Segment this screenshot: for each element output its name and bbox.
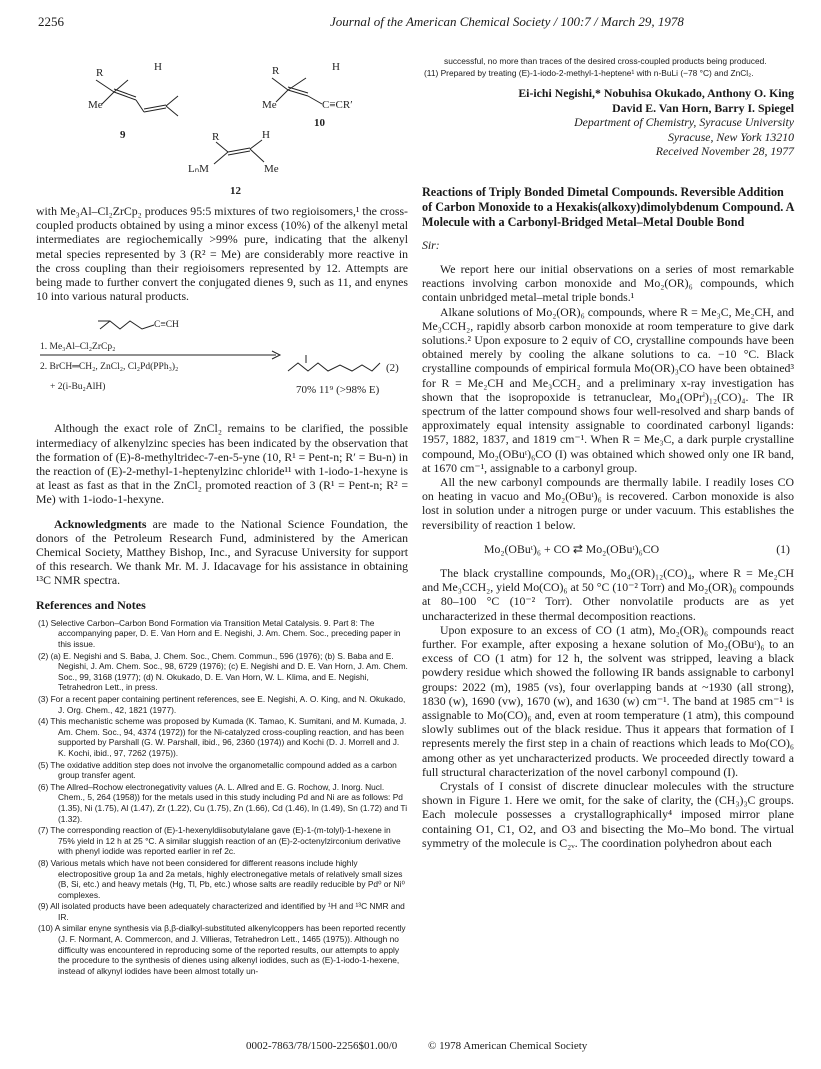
s12-lnm: LₙM — [188, 163, 209, 175]
scheme-eqnum: (2) — [386, 362, 399, 375]
acknowledgments — [36, 517, 408, 588]
reaction-scheme — [36, 309, 408, 421]
s10-r1: R — [272, 65, 280, 77]
right-para-6: Crystals of I consist of discrete dinuclear molecules with the structure shown in Figure 1. Here we omit, for the sake of clarity, the (CH₃)₃C groups. Each molecule possesses a crystallographically⁴ imposed mirror plane containing O1, C1, O2, and O3 and bisecting the Mo–Mo bond. The virtual symmetry of the molecule is C₂ᵥ. The coordination polyhedron about each — [422, 779, 794, 850]
footer-code: 0002-7863/78/1500-2256$01.00/0 — [246, 1040, 398, 1052]
s12-label: 12 — [230, 185, 241, 197]
right-para-3: All the new carbonyl compounds are thermally labile. I readily loses CO on heating in vacuo and Mo₂(OBuᵗ)₆ is recovered. Carbon monoxide is also lost in solution under a nitrogen purge or under vacuum. This establishes the reversibility of reaction 1 below. — [422, 474, 794, 532]
s12-r2: R — [212, 131, 220, 143]
s9-h: H — [154, 61, 162, 73]
ref-1: (1) Selective Carbon–Carbon Bond Formation via Transition Metal Catalysis. 9. Part 8: The accompanying paper, D. E. Van Horn and E. Negishi, J. Am. Chem. Soc., preceding paper in this issue. — [38, 617, 401, 650]
structures-figure — [36, 56, 408, 200]
ref-5: (5) The oxidative addition step does not involve the organometallic compound added as a carbon group transfer agent. — [38, 759, 397, 781]
received-date: Received November 28, 1977 — [655, 144, 794, 159]
references-list — [36, 618, 408, 977]
ref-4: (4) This mechanistic scheme was proposed by Kumada (K. Tamao, K. Sumitani, and M. Kumada, J. Am. Chem. Soc., 94, 4374 (1972)) for the Ni-catalyzed cross-coupling reaction, and has been supported by Parshall (G. W. Parshall, ibid., 96, 2360 (1974)) and Kochi (D. J. Morrell and J. K. Kochi, ibid., 97, 7262 (1975)). — [38, 716, 407, 758]
ref-3: (3) For a recent paper containing pertinent references, see E. Negishi, A. O. King, and N. Okukado, J. Org. Chem., 42, 1821 (1977). — [38, 694, 406, 715]
scheme-step1: 1. Me₃Al–Cl₂ZrCp₂ — [40, 342, 116, 353]
right-para-1: We report here our initial observations on a series of most remarkable reactions involving carbon monoxide and Mo₂(OR)₆ compounds, which contain unbridged metal–metal triple bonds.¹ — [422, 261, 794, 305]
ack-text: are made to the National Science Foundation, the donors of the Petroleum Research Fund, administered by the American Chemical Society, Matthey Bishop, Inc., and Syracuse University for support of this research. We thank Mr. M. J. Idacavage for his assistance in obtaining ¹³C NMR spectra. — [36, 516, 408, 588]
ref-10: (10) A similar enyne synthesis via β,β-dialkyl-substituted alkenylcoppers has been reported recently (J. F. Normant, A. Commercon, and J. Villieras, Tetrahedron Lett., 1465 (1975)). Although no difficulty was encountered in reproducing some of the reported results, our attempts to apply the procedure to the synthesis of dienes using alkenyl iodides, such as (E)-1-iodo-1-hexene, instead of alkynyl iodides have been almost totally un- — [38, 923, 406, 976]
ref-7: (7) The corresponding reaction of (E)-1-hexenyldiisobutylalane gave (E)-1-(m-tolyl)-1-hexene in 75% yield in 12 h at 25 °C. A similar sluggish reaction of an (E)-2-octenylzirconium derivative with phenyl iodide was reported earlier in ref 2c. — [38, 825, 401, 857]
equation-1-number: (1) — [776, 541, 790, 556]
right-para-5: Upon exposure to an excess of CO (1 atm), Mo₂(OR)₆ compounds react further. For example, after exposing a hexane solution of Mo₂(OBuᵗ)₆ to an excess of CO (1 atm) for 12 h, the solvent was stripped, leaving a black powdery residue which showed the following IR bands assignable to carbonyl groups: 2022 (m), 1985 (vs), four overlapping bands at ~1930 (all strong), 1830 (w), 1690 (vw), 1670 (w), and 1630 (w) cm⁻¹. The band at 1985 cm⁻¹ is assignable to Mo(CO)₆ and, even at room temperature (1 atm), this compound slowly sublimes out of the black residue. Thus it appears that formation of I represents merely the first step in a chain of reactions which leads to Mo(CO)₆ among other as yet uncharacterized products. We proceeded directly toward a full structural characterization of the novel carbonyl compound (I). — [422, 622, 794, 779]
scheme-start: C≡CH — [154, 320, 179, 331]
authors-line-2: David E. Van Horn, Barry I. Spiegel — [612, 100, 794, 115]
right-column — [422, 56, 794, 850]
ref-10-continued: successful, no more than traces of the desired cross-coupled products being produced. — [444, 56, 767, 66]
authors-line-1: Ei-ichi Negishi,* Nobuhisa Okukado, Anthony O. King — [518, 86, 794, 101]
s9-r1: R — [96, 67, 104, 79]
s12-h: H — [262, 129, 270, 141]
s9-label: 9 — [120, 129, 126, 141]
s10-label: 10 — [314, 117, 325, 129]
ref-11: (11) Prepared by treating (E)-1-iodo-2-methyl-1-heptene¹ with n-BuLi (−78 °C) and ZnCl₂. — [424, 67, 754, 78]
left-column — [36, 204, 408, 977]
equation-1-text: Mo₂(OBuᵗ)₆ + CO ⇄ Mo₂(OBuᵗ)₆CO — [484, 541, 660, 556]
s12-me: Me — [264, 163, 279, 175]
refs-title: References and Notes — [36, 597, 146, 612]
affiliation-1: Department of Chemistry, Syracuse University — [574, 115, 794, 130]
left-para-2: Although the exact role of ZnCl₂ remains to be clarified, the possible intermediacy of alkenylzinc species has been indicated by the observation that the formation of (E)-8-methyltridec-7-en-5-yne (10, R¹ = Pent-n; R′ = Bu-n) in the reaction of (E)-2-methyl-1-heptenylzinc chloride¹¹ with 1-iodo-1-hexyne is at least as fast as that in the ZnCl₂ promoted reaction of 3 (R¹ = Pent-n; R² = Me) with 1-iodo-1-hexyne. — [36, 421, 408, 507]
scheme-step2: 2. BrCH═CH₂, ZnCl₂, Cl₂Pd(PPh₃)₂ — [40, 362, 179, 373]
ref-6: (6) The Allred–Rochow electronegativity values (A. L. Allred and E. G. Rochow, J. Inorg. Nucl. Chem., 5, 264 (1958)) for the metals used in this study including Pd and Ni are as follows: Pd (1.35), Ni (1.75), Al (1.47), Zr (1.22), Cu (1.75), Zn (1.66), Cd (1.46), In (1.49), Sn (1.72) and Ti (1.32). — [38, 781, 408, 824]
right-para-2: Alkane solutions of Mo₂(OR)₆ compounds, where R = Me₃C, Me₂CH, and Me₃CCH₂, rapidly absorb carbon monoxide at room temperature to give dark solutions.² Upon exposure to 2 equiv of CO, crystalline compounds have been obtained merely by cooling the alkane solutions to ca. −10 °C. Black crystalline compounds of empirical formula Mo(OR)₃CO have been obtained³ for R = Me₂CH and Me₃CCH₂ and a preliminary x-ray investigation has shown that the isopropoxide is tetranuclear, Mo₄(OPrⁱ)₁₂(CO)₄. The IR spectrum of the latter compound shows four well-resolved and sharp bands of approximately equal intensity assignable to coordinated carbonyl ligands: 1957, 1882, 1837, and 1819 cm⁻¹. When R = Me₃C, a dark purple crystalline compound, Mo₂(OBuᵗ)₆CO (I) was obtained which showed only one IR band, at 1670 cm⁻¹, assignable to a carbonyl group. — [422, 304, 794, 475]
s10-h: H — [332, 61, 340, 73]
s10-ccr: C≡CR′ — [322, 99, 353, 111]
ref-9: (9) All isolated products have been adequately characterized and identified by ¹H and ¹³C NMR and IR. — [38, 901, 405, 922]
affiliation-2: Syracuse, New York 13210 — [667, 129, 794, 144]
scheme-step3: + 2(i-Bu₂AlH) — [50, 382, 106, 393]
s10-me: Me — [262, 99, 277, 111]
s9-me: Me — [88, 99, 103, 111]
right-para-4: The black crystalline compounds, Mo₄(OR)₁₂(CO)₄, where R = Me₂CH and Me₃CCH₂, yield Mo(CO)₆ at 50 °C (10⁻² Torr) and Mo₂(OR)₆ compounds at 80–100 °C (10⁻² Torr). Other nonvolatile products are as yet uncharacterized in these thermal decomposition reactions. — [422, 565, 794, 623]
equation-1 — [422, 542, 794, 556]
sir-salutation: Sir: — [422, 237, 440, 252]
scheme-yield: 70% 11⁹ (>98% E) — [296, 384, 380, 397]
footer-copyright: © 1978 American Chemical Society — [428, 1040, 588, 1052]
ref-8: (8) Various metals which have not been considered for different reasons include highly electropositive group 1a and 2a metals, highly electronegative metals of relatively small sizes (B, Si, etc.) and heavy metals (Hg, Tl, Pb, etc.) whose salts are readily reducible by Pd⁰ or Ni⁰ complexes. — [38, 857, 405, 900]
left-para-1: with Me₃Al–Cl₂ZrCp₂ produces 95:5 mixtures of two regioisomers,¹ the cross-coupled products obtained by using a minor excess (10%) of the alkenyl metal intermediates are regiochemically >99% pure, indicating that the alkenyl metal species represented by 3 (R² = Me) are considerably more reactive in the cross coupling than their regioisomers represented by 12. Attempts are being made to further convert the conjugated dienes 9, such as 11, and enynes 10 into various natural products. — [36, 204, 408, 304]
ack-title: Acknowledgments — [54, 516, 147, 531]
ref-2: (2) (a) E. Negishi and S. Baba, J. Chem. Soc., Chem. Commun., 596 (1976); (b) S. Baba and E. Negishi, J. Am. Chem. Soc., 98, 6729 (1976); (c) E. Negishi and D. E. Van Horn, J. Am. Chem. Soc., 99, 3168 (1977); (d) N. Okukado, D. E. Van Horn, W. L. Klima, and E. Negishi, Tetrahedron Lett., in press. — [38, 650, 408, 693]
article-title: Reactions of Triply Bonded Dimetal Compounds. Reversible Addition of Carbon Monoxide to a Hexakis(alkoxy)dimolybdenum Compound. A Molecule with a Carbonyl-Bridged Metal–Metal Double Bond — [422, 184, 794, 229]
journal-header: Journal of the American Chemical Society / 100:7 / March 29, 1978 — [330, 14, 684, 29]
page-number: 2256 — [38, 14, 64, 29]
